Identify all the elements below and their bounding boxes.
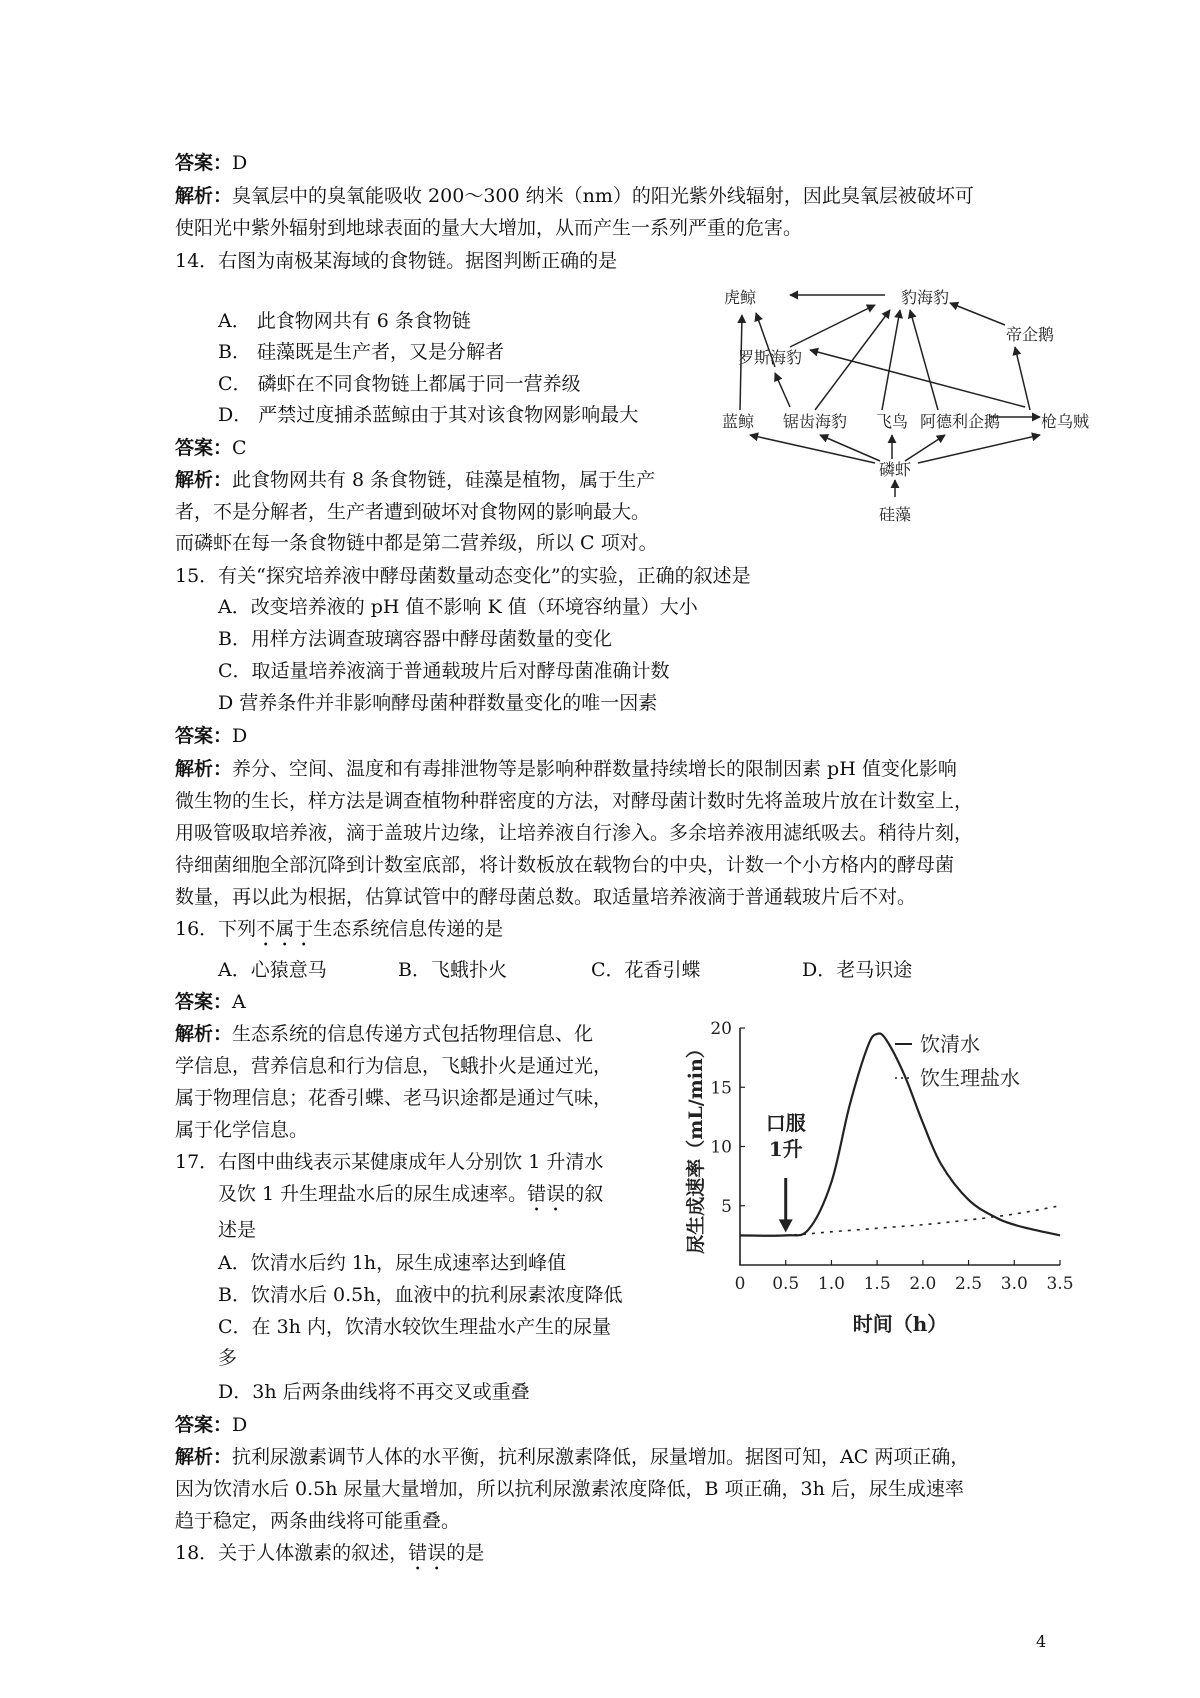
stem-emphasis: 不属于 — [256, 918, 314, 940]
q14-option-a: A． 此食物网共有 6 条食物链 — [218, 310, 471, 332]
q17-stem-line: 述是 — [218, 1219, 257, 1241]
q17-option-a: A．饮清水后约 1h，尿生成速率达到峰值 — [218, 1252, 567, 1274]
x-tick-label: 0 — [734, 1274, 746, 1294]
q13-analysis-line — [175, 183, 974, 209]
y-tick-label: 5 — [721, 1196, 732, 1217]
node-blue-whale: 蓝鲸 — [721, 412, 755, 431]
answer-value: D — [232, 1414, 248, 1436]
q16-option-a: A．心猿意马 — [218, 959, 327, 981]
x-tick-label: 1.0 — [817, 1274, 845, 1294]
q16-analysis-line: 属于物理信息；花香引蝶、老马识途都是通过气味， — [175, 1087, 613, 1109]
stem-emphasis: 错误 — [527, 1183, 566, 1205]
q15-option-b: B．用样方法调查玻璃容器中酵母菌数量的变化 — [218, 628, 612, 650]
q17-stem-line — [218, 1181, 603, 1216]
analysis-label: 解析： — [175, 185, 233, 207]
q17-option-d: D．3h 后两条曲线将不再交叉或重叠 — [218, 1381, 530, 1403]
answer-label: 答案： — [175, 1414, 233, 1436]
q15-answer — [175, 723, 247, 749]
answer-label: 答案： — [175, 437, 233, 459]
stem-text: 的是 — [446, 1542, 485, 1564]
analysis-label: 解析： — [175, 758, 233, 780]
q14-answer — [175, 435, 247, 461]
analysis-text: 抗利尿激素调节人体的水平衡，抗利尿激素降低，尿量增加。据图可知，AC 两项正确， — [232, 1446, 970, 1468]
q16-analysis-line: 属于化学信息。 — [175, 1119, 309, 1141]
legend-label: 饮清水 — [920, 1032, 980, 1056]
node-emperor-penguin: 帝企鹅 — [1005, 325, 1055, 344]
analysis-text: 臭氧层中的臭氧能吸收 200～300 纳米（nm）的阳光紫外线辐射，因此臭氧层被破坏可 — [232, 185, 974, 207]
q14-option-d: D． 严禁过度捕杀蓝鲸由于其对该食物网影响最大 — [218, 404, 639, 426]
food-web-diagram — [720, 275, 1100, 545]
stem-text: 16．下列 — [175, 918, 257, 940]
y-tick-label: 10 — [710, 1137, 732, 1158]
q15-stem: 15．有关“探究培养液中酵母菌数量动态变化”的实验，正确的叙述是 — [175, 565, 751, 587]
answer-label: 答案： — [175, 152, 233, 174]
stem-text: 的叙 — [565, 1183, 604, 1205]
stem-text: 及饮 1 升生理盐水后的尿生成速率。 — [218, 1183, 528, 1205]
analysis-text: 养分、空间、温度和有毒排泄物等是影响种群数量持续增长的限制因素 pH 值变化影响 — [232, 758, 957, 780]
q14-option-c: C． 磷虾在不同食物链上都属于同一营养级 — [218, 373, 581, 395]
answer-label: 答案： — [175, 725, 233, 747]
answer-value: D — [232, 152, 248, 174]
x-tick-label: 1.5 — [863, 1274, 891, 1294]
q17-analysis-line: 趋于稳定，两条曲线将可能重叠。 — [175, 1510, 461, 1532]
node-flying-bird: 飞鸟 — [875, 412, 909, 431]
answer-label: 答案： — [175, 991, 233, 1013]
annotation-arrow-head — [779, 1219, 793, 1232]
node-ross-seal: 罗斯海豹 — [737, 348, 803, 367]
y-axis-label: 尿生成速率（mL/min） — [685, 1039, 707, 1254]
node-leopard-seal: 豹海豹 — [900, 288, 950, 307]
q16-stem — [175, 916, 503, 951]
q16-option-c: C．花香引蝶 — [591, 959, 701, 981]
q15-analysis-line: 微生物的生长，样方法是调查植物种群密度的方法，对酵母菌计数时先将盖玻片放在计数室上， — [175, 790, 974, 812]
q14-stem: 14．右图为南极某海域的食物链。据图判断正确的是 — [175, 250, 618, 272]
q14-analysis-line — [175, 467, 655, 493]
x-tick-label: 2.0 — [909, 1274, 937, 1294]
q15-analysis-line: 数量，再以此为根据，估算试管中的酵母菌总数。取适量培养液滴于普通载玻片后不对。 — [175, 886, 917, 908]
analysis-label: 解析： — [175, 1446, 233, 1468]
q17-analysis-line — [175, 1444, 969, 1470]
analysis-label: 解析： — [175, 469, 233, 491]
answer-value: A — [232, 991, 246, 1013]
annotation-label: 口服 — [765, 1111, 806, 1135]
y-tick-label: 20 — [710, 1019, 732, 1039]
q15-analysis-line: 用吸管吸取培养液，滴于盖玻片边缘，让培养液自行渗入。多余培养液用滤纸吸去。稍待片刻， — [175, 822, 974, 844]
x-tick-label: 0.5 — [772, 1274, 800, 1294]
q18-stem — [175, 1540, 484, 1575]
q16-option-b: B．飞蛾扑火 — [398, 959, 507, 981]
q14-analysis-line: 者，不是分解者，生产者遭到破坏对食物网的影响最大。 — [175, 501, 651, 523]
q15-analysis-line — [175, 756, 957, 782]
annotation-label: 1升 — [768, 1137, 803, 1161]
analysis-text: 生态系统的信息传递方式包括物理信息、化 — [232, 1023, 594, 1045]
q16-analysis-line — [175, 1021, 593, 1047]
x-axis-label: 时间（h） — [852, 1312, 948, 1336]
q14-analysis-line: 而磷虾在每一条食物链中都是第二营养级，所以 C 项对。 — [175, 532, 658, 554]
node-adelie-penguin: 阿德利企鹅 — [919, 412, 1001, 431]
node-tiger-whale: 虎鲸 — [723, 288, 757, 307]
page-number: 4 — [1036, 1632, 1047, 1651]
x-tick-label: 3.5 — [1046, 1274, 1074, 1294]
x-tick-label: 2.5 — [955, 1274, 983, 1294]
q14-option-b: B． 硅藻既是生产者，又是分解者 — [218, 341, 505, 363]
q17-answer — [175, 1412, 247, 1438]
y-tick-label: 15 — [710, 1078, 732, 1099]
q17-option-c: C．在 3h 内，饮清水较饮生理盐水产生的尿量 — [218, 1316, 611, 1338]
node-diatom: 硅藻 — [878, 505, 912, 524]
urine-rate-chart — [680, 1010, 1080, 1345]
stem-emphasis: 错误 — [408, 1542, 447, 1564]
q15-option-d: D 营养条件并非影响酵母菌种群数量变化的唯一因素 — [218, 692, 658, 714]
stem-text: 生态系统信息传递的是 — [313, 918, 504, 940]
q17-analysis-line: 因为饮清水后 0.5h 尿量大量增加，所以抗利尿激素浓度降低，B 项正确，3h 后，尿生成速率 — [175, 1478, 964, 1500]
q16-option-d: D．老马识途 — [802, 959, 913, 981]
stem-text: 18．关于人体激素的叙述， — [175, 1542, 409, 1564]
q16-answer — [175, 989, 246, 1015]
q13-answer — [175, 150, 247, 176]
q15-option-a: A．改变培养液的 pH 值不影响 K 值（环境容纳量）大小 — [218, 596, 698, 618]
analysis-text: 此食物网共有 8 条食物链，硅藻是植物，属于生产 — [232, 469, 656, 491]
q17-stem-line: 17．右图中曲线表示某健康成年人分别饮 1 升清水 — [175, 1151, 604, 1173]
q13-analysis-line: 使阳光中紫外辐射到地球表面的量大大增加，从而产生一系列严重的危害。 — [175, 217, 803, 239]
q16-analysis-line: 学信息，营养信息和行为信息，飞蛾扑火是通过光， — [175, 1055, 613, 1077]
legend-label: 饮生理盐水 — [920, 1066, 1020, 1090]
node-squid: 枪乌贼 — [1040, 412, 1090, 431]
analysis-label: 解析： — [175, 1023, 233, 1045]
answer-value: D — [232, 725, 248, 747]
node-krill: 磷虾 — [878, 460, 912, 479]
x-tick-label: 3.0 — [1000, 1274, 1028, 1294]
q17-option-b: B．饮清水后 0.5h，血液中的抗利尿素浓度降低 — [218, 1284, 623, 1306]
answer-value: C — [232, 437, 247, 459]
q15-option-c: C．取适量培养液滴于普通载玻片后对酵母菌准确计数 — [218, 660, 670, 682]
q17-option-c-cont: 多 — [218, 1347, 238, 1369]
q15-analysis-line: 待细菌细胞全部沉降到计数室底部，将计数板放在载物台的中央，计数一个小方格内的酵母菌 — [175, 854, 955, 876]
node-crabeater-seal: 锯齿海豹 — [782, 412, 848, 431]
